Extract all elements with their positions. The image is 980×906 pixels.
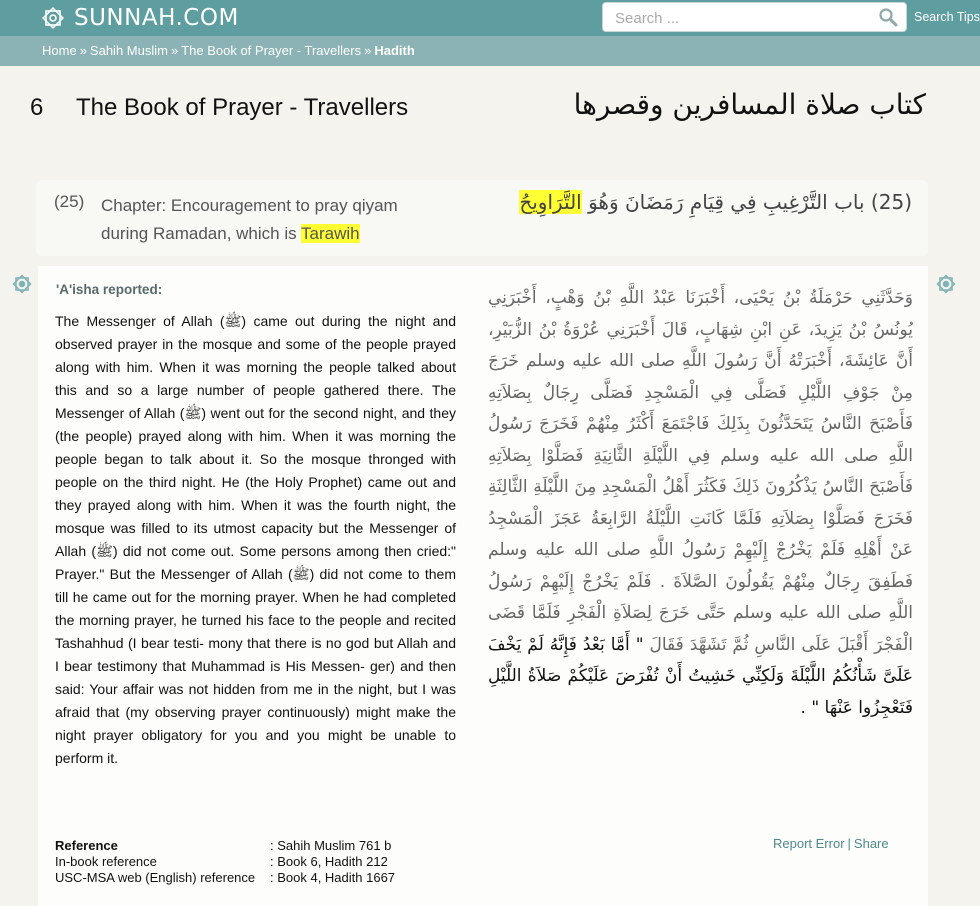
reference-label: Reference — [55, 838, 118, 853]
breadcrumb-collection[interactable]: Sahih Muslim — [89, 43, 168, 58]
hadith-actions — [773, 836, 889, 851]
reference-value: : Book 6, Hadith 212 — [270, 854, 388, 869]
chapter-title-text: Chapter: Encouragement to pray qiyam during Ramadan, which is — [101, 196, 398, 243]
reference-row — [55, 870, 475, 886]
breadcrumb-separator: » — [364, 43, 372, 58]
search-tips-link[interactable]: Search Tips — [914, 10, 980, 24]
breadcrumb-separator: » — [170, 43, 179, 58]
report-error-link[interactable]: Report Error — [773, 836, 845, 851]
reference-value: : Book 4, Hadith 1667 — [270, 870, 396, 885]
chapter-title-highlight: Tarawih — [301, 224, 360, 243]
book-title-arabic: كتاب صلاة المسافرين وقصرها — [573, 88, 926, 121]
breadcrumb-book[interactable]: The Book of Prayer - Travellers — [181, 43, 362, 58]
hadith-arabic-body: وَحَدَّثَنِي حَرْمَلَةُ بْنُ يَحْيَى، أَخْبَرَنَا عَبْدُ اللَّهِ بْنُ وَهْبٍ، أَخْبَرَنِي يُونُسُ بْنُ يَزِيدَ، عَنِ ابْنِ شِهَابٍ، قَالَ أَخْبَرَنِي عُرْوَةُ بْنُ الزُّبَيْرِ، أَنَّ عَائِشَةَ، أَخْبَرَتْهُ أَنَّ رَسُولَ اللَّهِ صلى الله عليه وسلم خَرَجَ مِنْ جَوْفِ اللَّيْلِ فَصَلَّى فِي الْمَسْجِدِ فَصَلَّى رِجَالٌ بِصَلاَتِهِ فَأَصْبَحَ النَّاسُ يَتَحَدَّثُونَ بِذَلِكَ فَاجْتَمَعَ أَكْثَرُ مِنْهُمْ فَخَرَجَ رَسُولُ اللَّهِ صلى الله عليه وسلم فِي اللَّيْلَةِ الثَّانِيَةِ فَصَلَّوْا بِصَلاَتِهِ فَأَصْبَحَ النَّاسُ يَذْكُرُونَ ذَلِكَ فَكَثُرَ أَهْلُ الْمَسْجِدِ مِنَ اللَّيْلَةِ الثَّالِثَةِ فَخَرَجَ فَصَلَّوْا بِصَلاَتِهِ فَلَمَّا كَانَتِ اللَّيْلَةُ الرَّابِعَةُ عَجَزَ الْمَسْجِدُ عَنْ أَهْلِهِ فَلَمْ يَخْرُجْ إِلَيْهِمْ رَسُولُ اللَّهِ صلى الله عليه وسلم فَطَفِقَ رِجَالٌ مِنْهُمْ يَقُولُونَ الصَّلاَةَ ‏.‏ فَلَمْ يَخْرُجْ إِلَيْهِمْ رَسُولُ اللَّهِ صلى الله عليه وسلم حَتَّى خَرَجَ لِصَلاَةِ الْفَجْرِ فَلَمَّا قَضَى الْفَجْرَ أَقْبَلَ عَلَى النَّاسِ ثُمَّ تَشَهَّدَ فَقَالَ — [488, 288, 913, 655]
search-icon[interactable] — [878, 7, 898, 27]
breadcrumb-current: Hadith — [374, 43, 415, 58]
chapter-number-arabic: (25) — [870, 190, 912, 214]
breadcrumb-separator: » — [79, 43, 87, 58]
hadith-text-english: The Messenger of Allah (ﷺ) came out during the night and observed prayer in the mosque and some of the people prayed along with him. When it was morning the people talked about this and so a large number of people gathered there. The Messenger of Allah (ﷺ) went out for the second night, and they (the people) prayed along with him. When it was morning the people began to talk about it. So the mosque thronged with people on the third night. He (the Holy Prophet) came out and they prayed along with him. When it was the fourth night, the mosque was filled to its utmost capacity but the Messenger of Allah (ﷺ) did not come out. Some persons among then cried:" Prayer." But the Messenger of Allah (ﷺ) did not come to them till he came out for the morning prayer. When he had completed the morning prayer, he turned his face to the people and recited Tashahhud (I bear testi- mony that there is no god but Allah and I bear testimony that Muhammad is His Messen- ger) and then said: Your affair was not hidden from me in the night, but I was afraid that (my observing prayer continuously) might make the night prayer obligatory for you and you might be unable to perform it. — [55, 313, 457, 766]
chapter-title-arabic-text: باب التَّرْغِيبِ فِي قِيَامِ رَمَضَانَ وَهُوَ — [581, 190, 865, 214]
logo-emblem-icon — [40, 5, 66, 31]
chapter-title — [101, 192, 441, 248]
chapter-title-arabic-highlight: التَّرَاوِيحُ — [519, 190, 582, 214]
hadith-text-arabic — [488, 283, 913, 724]
reference-row — [55, 838, 475, 854]
actions-divider: | — [847, 836, 851, 851]
ornament-icon — [10, 272, 34, 296]
reference-row — [55, 854, 475, 870]
site-logo[interactable] — [40, 4, 239, 32]
book-number: 6 — [30, 94, 44, 121]
hadith-arabic-end: ‏.‏ — [800, 697, 812, 718]
book-title: The Book of Prayer - Travellers — [76, 94, 409, 121]
top-bar — [0, 0, 980, 36]
reference-label: USC-MSA web (English) reference — [55, 870, 256, 885]
chapter-header — [36, 180, 928, 256]
breadcrumb-bar — [0, 36, 980, 66]
logo-text: SUNNAH.COM — [74, 5, 239, 31]
reference-label: In-book reference — [55, 854, 157, 869]
reference-table — [55, 838, 475, 886]
breadcrumb-home[interactable]: Home — [42, 43, 77, 58]
search-input[interactable] — [613, 4, 877, 32]
reference-value: : Sahih Muslim 761 b — [270, 838, 392, 853]
hadith-arabic-quote: " أَمَّا بَعْدُ فَإِنَّهُ لَمْ يَخْفَ عَلَىَّ شَأْنُكُمُ اللَّيْلَةَ وَلَكِنِّي خَشِيتُ أَنْ تُفْرَضَ عَلَيْكُمْ صَلاَةُ اللَّيْلِ فَتَعْجِزُوا عَنْهَا " — [488, 634, 913, 718]
breadcrumb — [42, 43, 415, 58]
search-box — [602, 2, 907, 32]
ornament-icon — [934, 272, 958, 296]
share-link[interactable]: Share — [853, 836, 889, 851]
hadith-narrator: 'A'isha reported: — [56, 282, 163, 297]
chapter-number: (25) — [54, 192, 85, 211]
chapter-title-arabic — [519, 190, 912, 214]
